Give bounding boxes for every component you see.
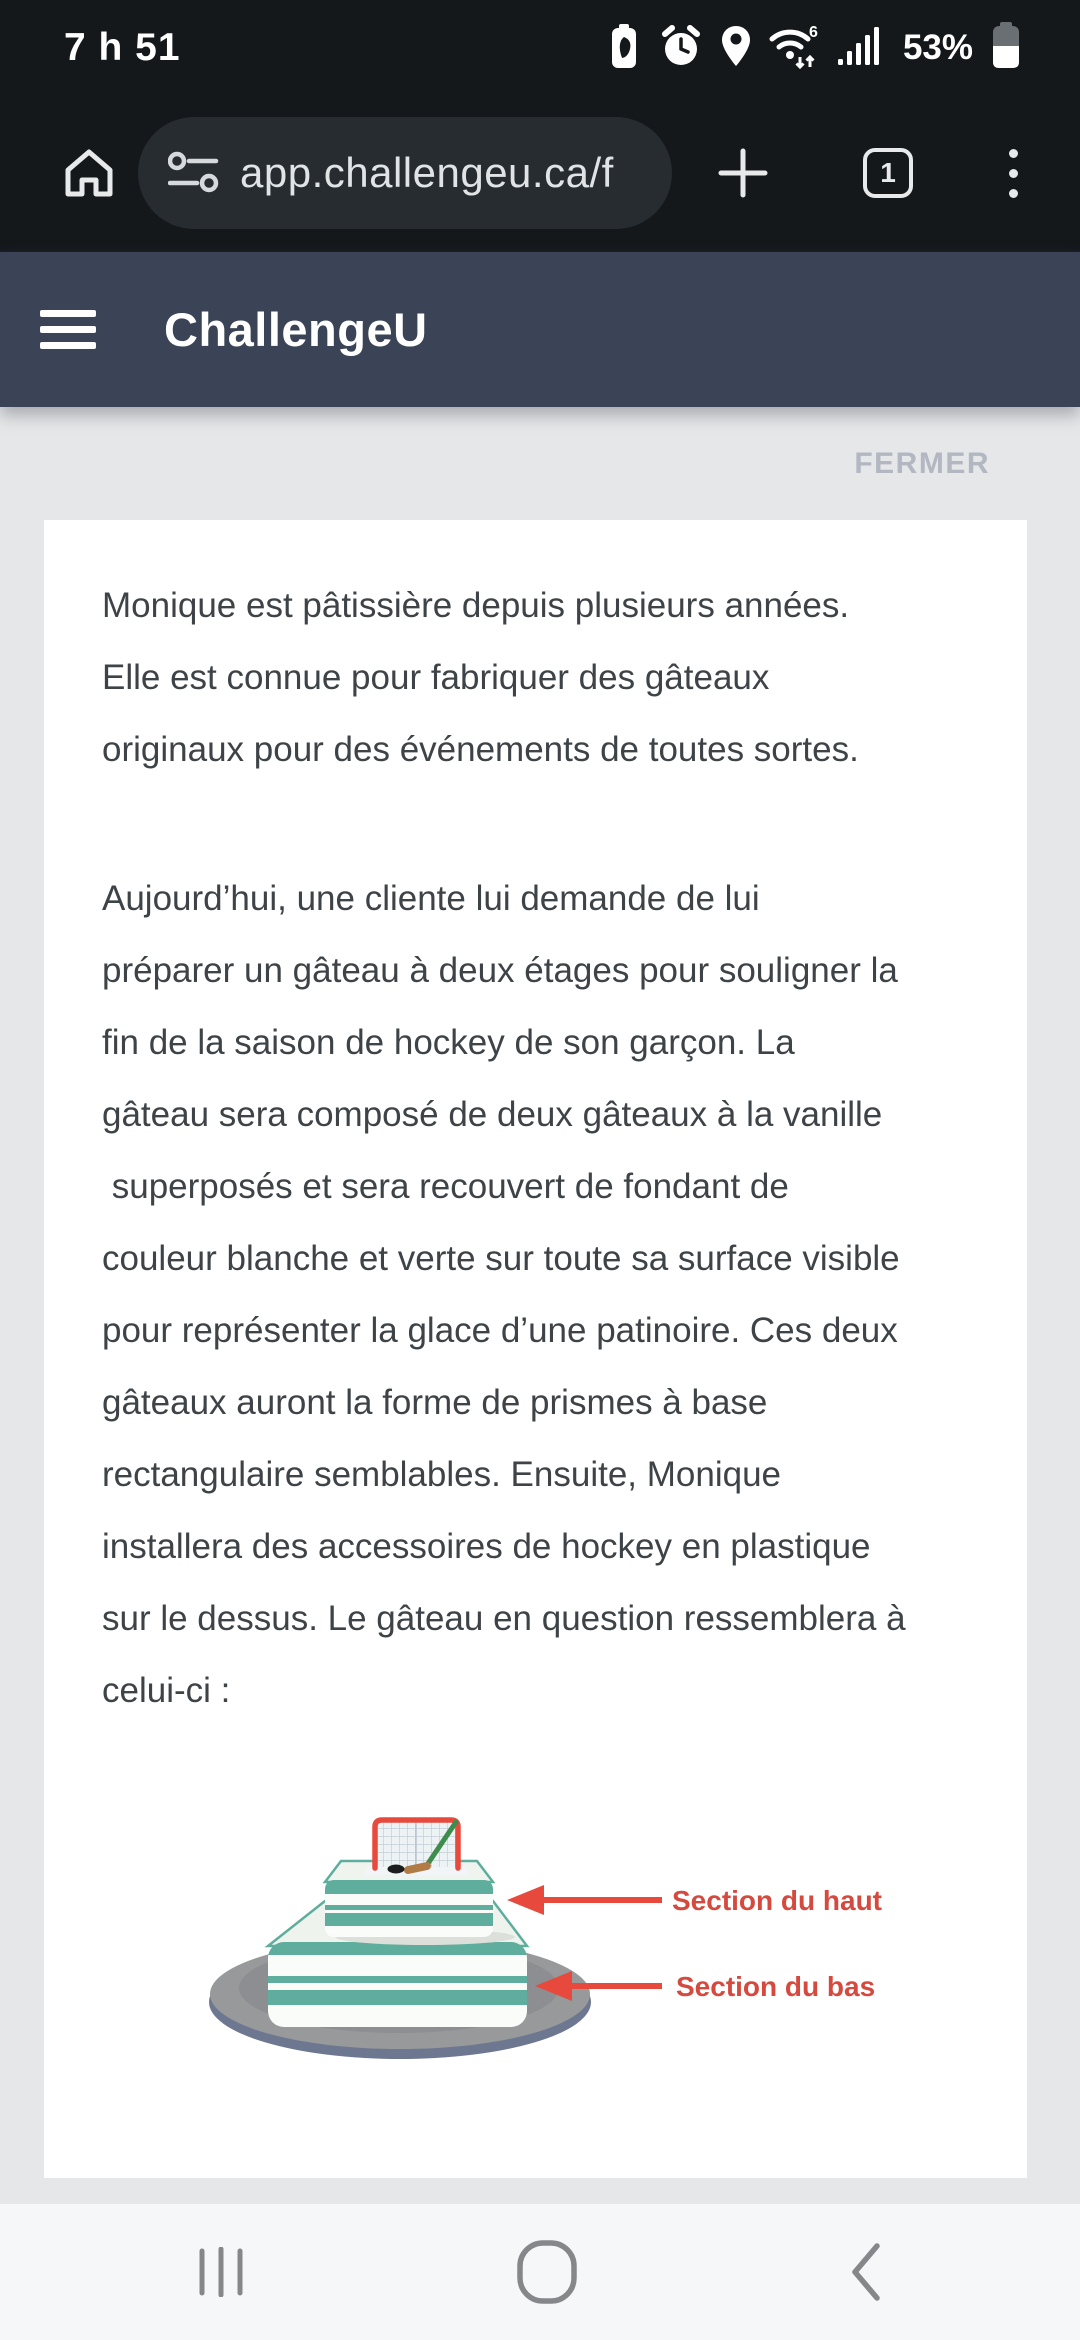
browser-menu-icon[interactable] — [1009, 149, 1018, 198]
battery-saver-icon — [606, 24, 642, 73]
tab-switcher-button[interactable] — [863, 148, 913, 198]
hamburger-menu-icon[interactable] — [40, 310, 96, 349]
annotation-top — [507, 1885, 882, 1916]
status-bar — [0, 0, 1080, 96]
text-line: superposés et sera recouvert de fondant de — [102, 1167, 789, 1206]
content-card — [44, 520, 1027, 2178]
svg-text:6: 6 — [808, 23, 818, 41]
location-icon — [720, 25, 752, 72]
signal-icon — [838, 25, 882, 72]
battery-percent: 53% — [902, 28, 973, 67]
home-nav-button[interactable] — [516, 2239, 578, 2305]
text-line: préparer un gâteau à deux étages pour souligner la — [102, 951, 898, 990]
site-header — [0, 250, 1080, 407]
alarm-icon — [659, 24, 703, 73]
label-section-haut: Section du haut — [672, 1885, 882, 1916]
text-line: pour représenter la glace d’une patinoire. Ces deux — [102, 1311, 898, 1350]
paragraph-2 — [102, 863, 967, 1727]
close-row — [0, 407, 1080, 520]
text-line: rectangulaire semblables. Ensuite, Monique — [102, 1455, 781, 1494]
url-text[interactable]: app.challengeu.ca/f — [240, 149, 614, 196]
text-line: couleur blanche et verte sur toute sa surface visible — [102, 1239, 900, 1278]
text-line: gâteau sera composé de deux gâteaux à la vanille — [102, 1095, 883, 1134]
text-line: gâteaux auront la forme de prismes à base — [102, 1383, 768, 1422]
text-line: Aujourd’hui, une cliente lui demande de lui — [102, 879, 760, 918]
battery-icon — [990, 22, 1022, 75]
page-content — [0, 407, 1080, 2204]
tab-count: 1 — [880, 157, 896, 188]
site-title: ChallengeU — [164, 303, 428, 356]
home-button[interactable] — [60, 144, 118, 202]
recents-button[interactable] — [198, 2247, 244, 2297]
status-time: 7 h 51 — [64, 26, 181, 69]
text-line: installera des accessoires de hockey en plastique — [102, 1527, 871, 1566]
text-line: celui-ci : — [102, 1671, 231, 1710]
url-bar[interactable] — [138, 117, 672, 229]
label-section-bas: Section du bas — [676, 1971, 876, 2002]
close-link[interactable]: FERMER — [854, 446, 990, 480]
text-line: Monique est pâtissière depuis plusieurs années. — [102, 586, 850, 625]
text-line: originaux pour des événements de toutes sortes. — [102, 730, 859, 769]
android-nav-bar — [0, 2204, 1080, 2340]
browser-toolbar — [0, 96, 1080, 250]
back-button[interactable] — [850, 2242, 882, 2302]
paragraph-1 — [102, 570, 967, 786]
site-controls-icon[interactable] — [168, 147, 220, 200]
status-icons — [606, 22, 1022, 75]
cake-figure — [102, 1804, 967, 2074]
text-line: Elle est connue pour fabriquer des gâteaux — [102, 658, 770, 697]
new-tab-button[interactable] — [717, 147, 769, 199]
text-line: fin de la saison de hockey de son garçon. La — [102, 1023, 795, 1062]
text-line: sur le dessus. Le gâteau en question ressemblera à — [102, 1599, 906, 1638]
puck-icon — [388, 1865, 405, 1874]
wifi-icon — [769, 23, 821, 74]
